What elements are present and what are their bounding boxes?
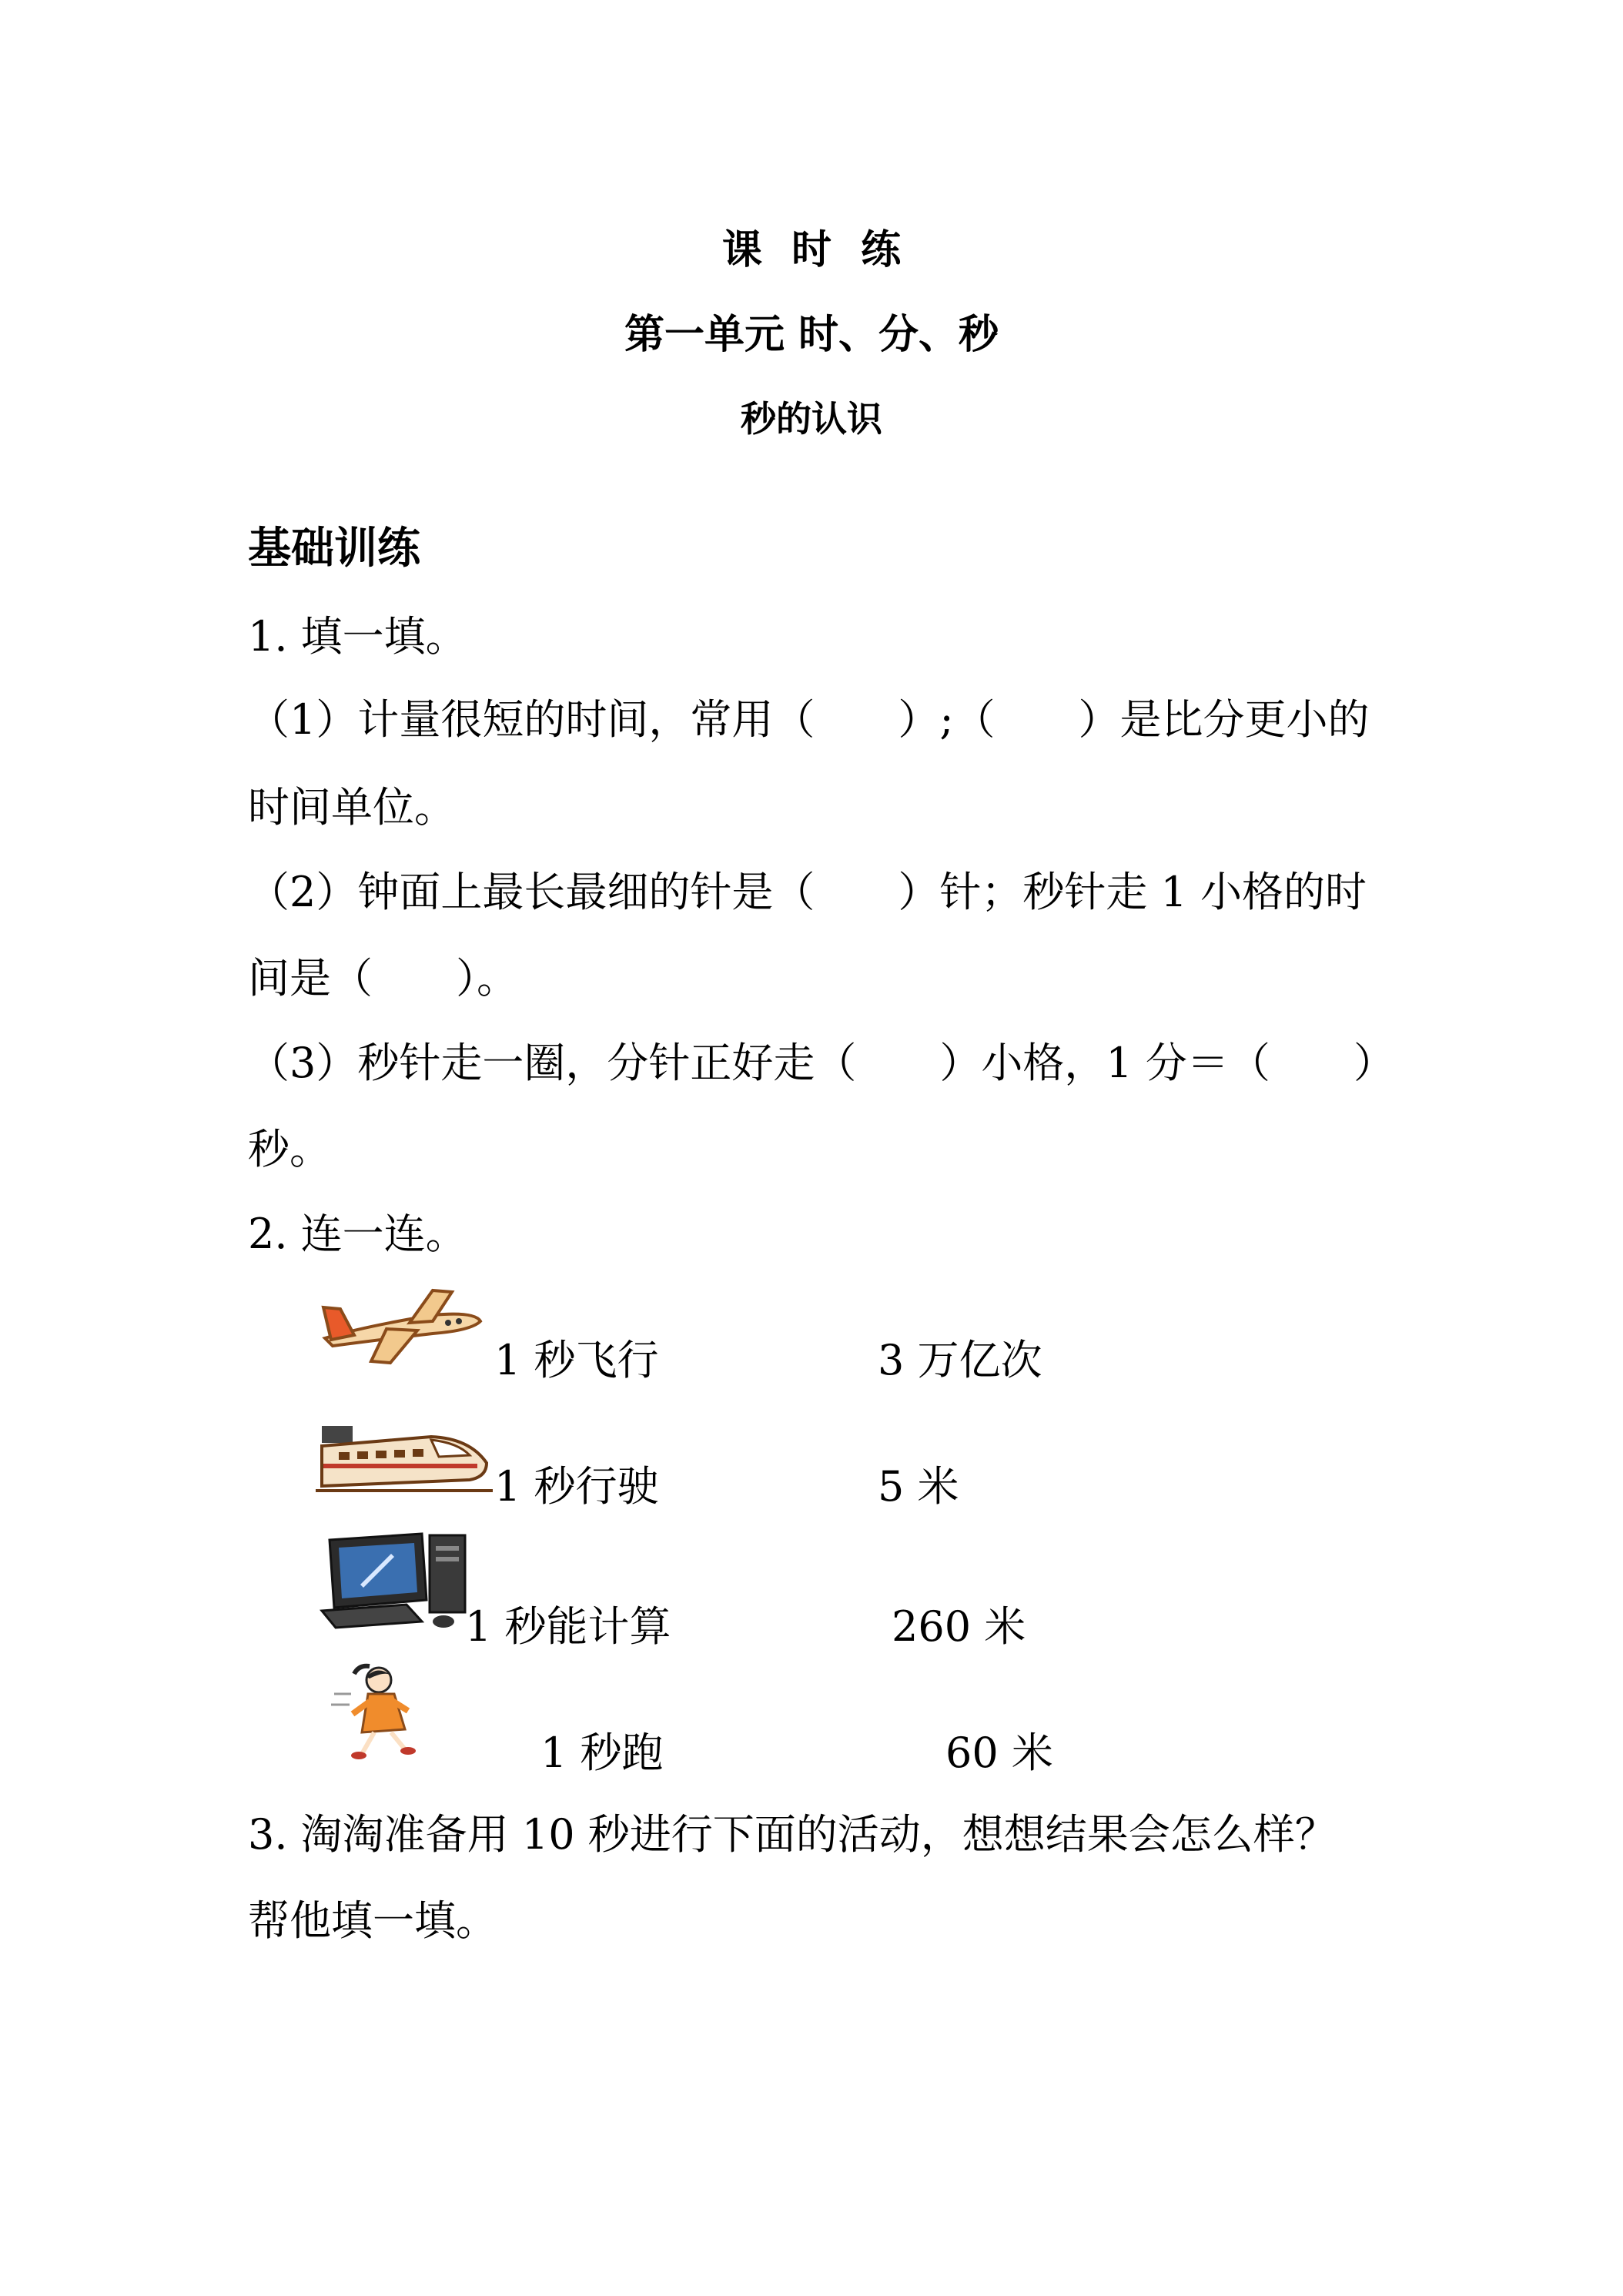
q1-item1-line1: （1）计量很短的时间，常用（ ）;（ ）是比分更小的 [248,695,1370,744]
q1-item2-line2: 间是（ ）。 [248,954,518,1002]
q2-heading: 2. 连一连。 [248,1210,467,1258]
computer-icon [314,1531,468,1631]
worksheet-title: 课 时 练 [721,227,902,273]
q2-row2-left: 1 秒行驶 [494,1462,659,1511]
section-title: 基础训练 [248,524,420,574]
q2-row4-right: 60 米 [945,1729,1053,1777]
q1-item3-line1: （3）秒针走一圈，分针正好走（ ）小格，1 分＝（ ） [248,1039,1395,1087]
q1-heading: 1. 填一填。 [248,612,467,661]
train-icon [316,1415,493,1500]
q1-item2-line1: （2）钟面上最长最细的针是（ ）针；秒针走 1 小格的时 [248,868,1367,916]
q2-row3-right: 260 米 [892,1602,1026,1651]
lesson-title: 秒的认识 [741,398,882,440]
q2-row3-left: 1 秒能计算 [465,1602,671,1651]
q1-item1-line2: 时间单位。 [248,783,456,832]
q2-row2-right: 5 米 [878,1462,959,1511]
airplane-icon [317,1284,487,1369]
q2-row4-left: 1 秒跑 [540,1729,664,1777]
unit-title: 第一单元 时、分、秒 [624,312,999,358]
q2-row1-right: 3 万亿次 [878,1336,1042,1384]
q2-row1-left: 1 秒飞行 [494,1336,659,1384]
running-girl-icon [331,1663,423,1763]
q3-line1: 3. 淘淘准备用 10 秒进行下面的活动，想想结果会怎么样？ [248,1810,1337,1859]
q1-item3-line2: 秒。 [248,1125,331,1173]
q3-line2: 帮他填一填。 [248,1896,497,1945]
